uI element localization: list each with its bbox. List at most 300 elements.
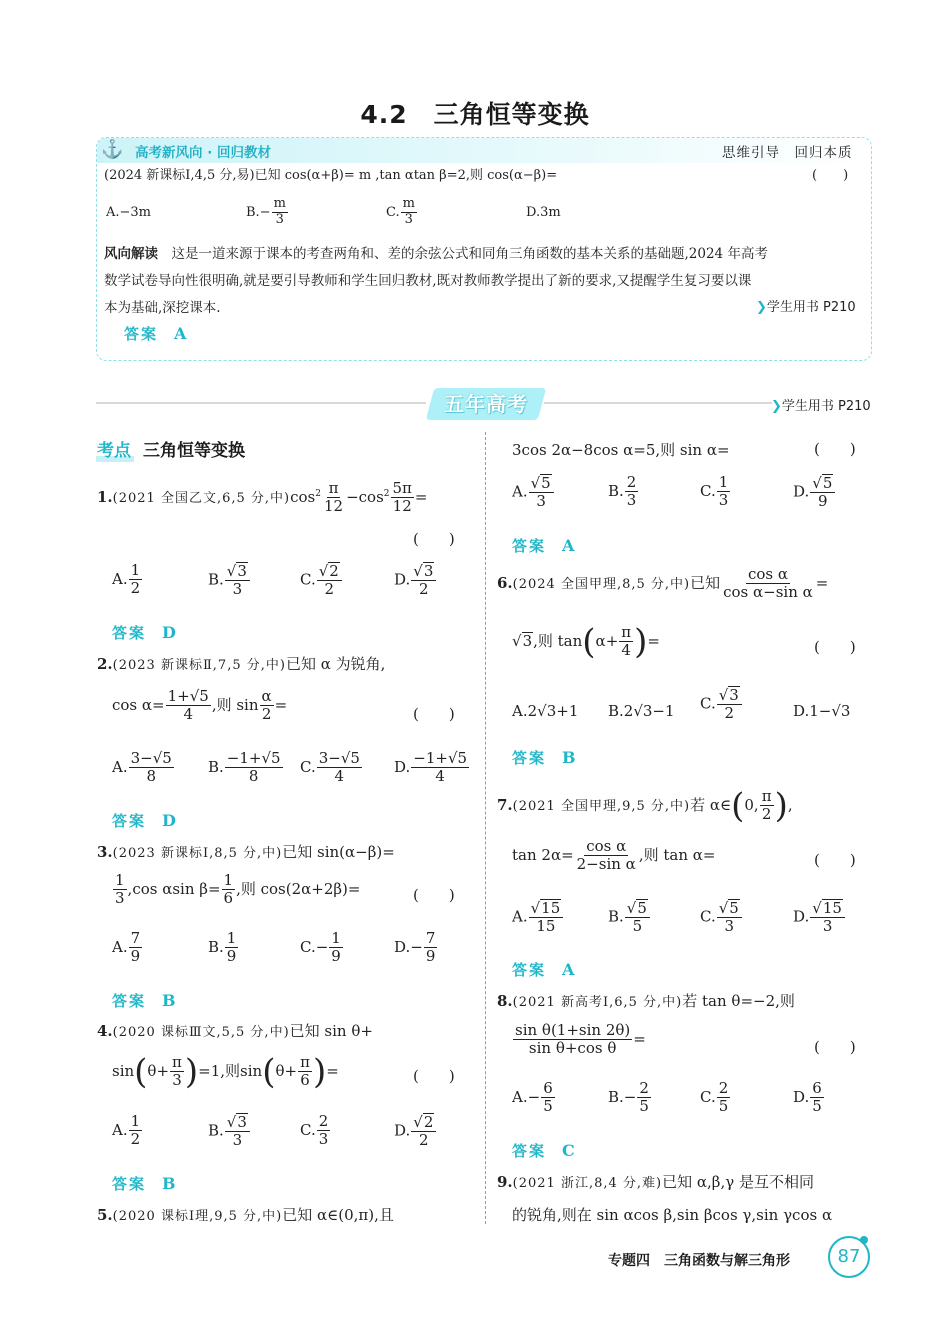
q-text: θ+ (275, 1061, 298, 1080)
fraction (411, 750, 469, 786)
feng-question (104, 166, 557, 186)
q-text: 已知 sin θ+ (289, 1022, 373, 1040)
num: π (328, 479, 339, 497)
num: √3 (225, 562, 250, 581)
num: √3 (225, 1113, 250, 1132)
num: √5 (529, 474, 554, 493)
section-title: 五年高考 (444, 392, 528, 416)
fraction (317, 750, 362, 786)
neg: − (527, 1087, 541, 1106)
den: 2 (419, 580, 429, 599)
answer-value: B (562, 748, 576, 767)
num: 1 (223, 871, 234, 889)
q-source: (2020 课标Ⅲ文,5,5 分,中) (112, 1025, 290, 1040)
jd-label: 风向解读 (104, 246, 158, 262)
divider-line (544, 402, 772, 404)
jd-line3: 本为基础,深挖课本. (104, 300, 221, 316)
opt-d (394, 930, 438, 966)
question-7-line2 (512, 838, 715, 874)
answer-value: A (562, 536, 575, 555)
q-source: (2021 新高考Ⅰ,6,5 分,中) (512, 995, 683, 1010)
q-source: (2024 全国甲理,8,5 分,中) (512, 576, 691, 592)
num: 2 (318, 1112, 329, 1130)
q-number: 4. (97, 1022, 113, 1040)
num: sin θ(1+sin 2θ) (515, 1021, 631, 1039)
num: √2 (411, 1113, 436, 1132)
question-5 (97, 1203, 394, 1229)
opt-b (208, 1113, 251, 1150)
opt-d (793, 1080, 825, 1116)
den: 8 (248, 767, 259, 786)
q-text: = (274, 695, 288, 714)
fraction (529, 474, 554, 511)
q-number: 1. (97, 487, 113, 506)
question-8-line2 (512, 1022, 646, 1058)
opt-label: A. (112, 1120, 128, 1139)
opt-label: C. (300, 1120, 316, 1139)
opt-label: B. (208, 937, 224, 956)
answer-paren: ( ) (814, 440, 856, 458)
q-text: ,则 tan α= (638, 845, 716, 864)
question-7: 7.(2021 全国甲理,9,5 分,中)若 α∈(0, $\frac{\pi}{2}$ ), (497, 785, 793, 826)
opt-label: A. (112, 757, 128, 776)
fraction (541, 1080, 555, 1116)
opt-label: C. (300, 937, 316, 956)
feng-stem: 已知 cos(α+β)= m ,tan αtan β=2,则 cos(α−β)= (254, 168, 558, 183)
fraction (619, 624, 633, 660)
fraction (225, 1113, 250, 1150)
feng-opt-c (386, 197, 418, 228)
den: 6 (300, 1071, 310, 1090)
num: m (273, 196, 286, 211)
answer-value: C (562, 1141, 575, 1160)
opt-label: A. (512, 907, 528, 926)
question-2-line2 (112, 688, 287, 724)
num: π (621, 623, 632, 641)
neg: − (623, 1087, 637, 1106)
q8-answer (512, 1138, 575, 1161)
den: 5 (812, 1097, 822, 1116)
opt-b: B.2√3−1 (608, 702, 675, 720)
answer-paren: ( ) (413, 530, 455, 548)
den: 15 (536, 917, 556, 936)
opt-c (300, 750, 363, 786)
fraction (717, 1080, 731, 1116)
num: 1 (226, 929, 237, 947)
radicand: 3 (237, 562, 247, 580)
q-text: ,则 cos(2α+2β)= (236, 879, 361, 898)
den: 4 (183, 705, 193, 724)
q-number: 2. (97, 655, 113, 673)
num: 2 (718, 1079, 729, 1097)
opt-d: D.1−√3 (793, 702, 851, 720)
opt-d (793, 899, 846, 936)
opt-label: D. (793, 1087, 810, 1106)
fraction (411, 1113, 436, 1150)
radicand: 3 (423, 562, 434, 580)
num: √3 (411, 562, 436, 581)
q-text: = (326, 1061, 339, 1080)
q7-answer (512, 957, 574, 980)
opt-b (608, 1080, 652, 1116)
opt-b (208, 562, 251, 599)
opt-a (112, 1113, 143, 1149)
num: π (300, 1053, 310, 1071)
den: 2 (261, 705, 272, 724)
opt-d (394, 1113, 437, 1150)
opt-label: B.− (246, 204, 271, 220)
num: 6 (812, 1079, 822, 1097)
answer-value: D (162, 811, 176, 830)
opt-label: A. (112, 569, 128, 588)
question-8 (497, 989, 795, 1015)
answer-label: 答案 (512, 961, 547, 979)
fraction (222, 872, 236, 908)
opt-a: A.2√3+1 (512, 702, 579, 720)
den: 4 (334, 767, 345, 786)
feng-answer (124, 321, 186, 344)
fraction (170, 1054, 184, 1090)
radicand: 3 (522, 631, 533, 650)
q-source: (2023 新课标Ⅰ,8,5 分,中) (112, 846, 283, 861)
opt-c (700, 474, 731, 510)
num: 6 (543, 1079, 553, 1097)
q-text: = (815, 573, 829, 592)
opt-label: D. (394, 937, 411, 956)
num: m (402, 196, 415, 211)
q2-answer (112, 808, 176, 831)
fraction (272, 197, 288, 228)
fraction (625, 474, 639, 510)
den: 9 (425, 947, 436, 966)
q-source: (2023 新课标Ⅱ,7,5 分,中) (112, 658, 286, 673)
opt-label: B. (208, 1121, 224, 1140)
ref-text: 学生用书 P210 (781, 399, 871, 414)
den: 3 (232, 1131, 243, 1150)
opt-d (793, 474, 836, 511)
opt-label: A. (112, 937, 128, 956)
radicand: 5 (637, 899, 647, 917)
q-text: cos α= (112, 695, 165, 714)
neg: − (410, 937, 423, 956)
den: 8 (146, 767, 156, 786)
den: 3 (626, 491, 637, 510)
page-dot (860, 1236, 868, 1244)
anchor-icon: ⚓ (101, 139, 124, 160)
fraction (129, 750, 174, 786)
neg: − (315, 937, 329, 956)
q4-answer (112, 1171, 176, 1194)
den: 3 (232, 580, 243, 599)
page-title: 4.2 三角恒等变换 (360, 100, 590, 129)
q-text: = (414, 487, 428, 506)
question-3-line2 (112, 872, 360, 908)
radicand: 5 (729, 899, 739, 917)
answer-paren: ( ) (413, 886, 455, 904)
den: 4 (435, 767, 445, 786)
q-text: α (595, 631, 606, 650)
opt-c (700, 899, 743, 936)
feng-opt-b (246, 197, 289, 228)
den: 5 (639, 1097, 649, 1116)
q-source: (2020 课标Ⅰ理,9,5 分,中) (112, 1209, 283, 1224)
den: 2−sin α (576, 855, 636, 874)
opt-label: C. (700, 907, 716, 926)
fraction (166, 688, 211, 724)
q-text: ,则 tan (533, 631, 583, 650)
fraction (317, 1113, 331, 1149)
fraction (322, 480, 345, 516)
feng-paren: ( ) (812, 168, 849, 183)
fraction (575, 838, 638, 874)
opt-label: A. (512, 1087, 528, 1106)
q-source: (2021 浙江,8,4 分,难) (512, 1176, 663, 1191)
num: 1 (331, 929, 341, 947)
num: −1+√5 (226, 749, 281, 767)
den: 3 (404, 211, 413, 227)
den: 3 (318, 1130, 329, 1149)
radicand: 15 (822, 899, 842, 917)
q-source: (2021 全国甲理,9,5 分,中) (512, 798, 691, 814)
q-text: ,则 sin (211, 695, 259, 714)
q-text: 已知 sin(α−β)= (282, 843, 395, 861)
opt-d (394, 750, 470, 786)
num: 2 (626, 473, 637, 491)
den: 5 (632, 917, 643, 936)
opt-label: C. (386, 204, 400, 220)
opt-label: D. (793, 482, 810, 501)
fraction (317, 562, 342, 599)
fraction (717, 686, 742, 723)
fraction (391, 480, 414, 516)
q-text: 已知 α∈(0,π),且 (282, 1206, 394, 1224)
opt-label: B. (608, 481, 624, 500)
den: 2 (324, 580, 335, 599)
q-text: 若 α∈ (690, 795, 732, 814)
num: 1 (130, 561, 141, 579)
fraction (411, 562, 436, 599)
radicand: 2 (329, 562, 339, 580)
num: 5π (392, 479, 412, 497)
den: 3 (115, 889, 125, 908)
answer-value: D (162, 623, 176, 642)
radicand: 3 (237, 1113, 247, 1131)
q-number: 9. (497, 1173, 513, 1191)
opt-label: B. (608, 907, 624, 926)
answer-paren: ( ) (413, 1067, 455, 1085)
q1-answer (112, 620, 176, 643)
q-text: tan 2α= (512, 845, 574, 864)
answer-label: 答案 (112, 992, 147, 1010)
fraction (225, 562, 250, 599)
opt-b (208, 750, 284, 786)
fraction (260, 688, 274, 724)
den: 9 (226, 947, 237, 966)
num: 7 (130, 929, 141, 947)
den: 3 (724, 917, 735, 936)
question-4-line2: sin(θ+ $\frac{\pi}{3}$ )=1,则sin(θ+ $\frac{\pi}{6}$ )= (112, 1051, 339, 1092)
fraction (529, 899, 564, 936)
fraction (225, 750, 283, 786)
den: 2 (130, 579, 141, 598)
opt-a (512, 474, 555, 511)
opt-label: D. (394, 757, 411, 776)
q-text: θ+ (147, 1061, 170, 1080)
question-9 (497, 1170, 814, 1196)
q-sup: 2 (383, 488, 390, 499)
den: 3 (275, 211, 284, 227)
question-2 (97, 652, 385, 678)
den: 3 (718, 491, 729, 510)
num: √5 (810, 474, 835, 493)
answer-label: 答案 (512, 1142, 547, 1160)
q-text: ,cos αsin β= (127, 879, 221, 898)
answer-value: A (174, 324, 187, 343)
opt-label: C. (700, 481, 716, 500)
question-5-line2: 3cos 2α−8cos α=5,则 sin α= (512, 441, 730, 459)
fraction (129, 1113, 143, 1149)
q-source: (2021 全国乙文,6,5 分,中) (112, 490, 291, 506)
opt-label: A. (512, 482, 528, 501)
num: 1 (115, 871, 125, 889)
den: 2 (130, 1130, 141, 1149)
fraction (513, 1022, 632, 1058)
fraction (625, 899, 650, 936)
q-text: =1,则sin (198, 1061, 263, 1080)
question-3 (97, 840, 395, 866)
den: 5 (718, 1097, 729, 1116)
num: √3 (717, 686, 742, 705)
answer-paren: ( ) (413, 705, 455, 723)
opt-b (608, 474, 639, 510)
den: 6 (223, 889, 234, 908)
feng-opt-a: A.−3m (106, 205, 152, 220)
q-text: 若 tan θ=−2,则 (682, 992, 795, 1010)
fraction (298, 1054, 312, 1090)
num: 1 (718, 473, 729, 491)
answer-value: A (562, 960, 575, 979)
jd-line2: 数学试卷导向性很明确,就是要引导教师和学生回归教材,既对教师教学提出了新的要求,又提醒学生复习要以课 (104, 273, 752, 289)
column-divider (485, 432, 486, 1224)
q-text: 已知 α 为锐角, (285, 655, 386, 673)
fraction (129, 930, 143, 966)
q-number: 5. (97, 1206, 113, 1224)
question-6 (497, 566, 828, 602)
radicand: 5 (541, 474, 551, 492)
opt-label: B. (208, 757, 224, 776)
num: α (261, 687, 272, 705)
den: 9 (331, 947, 341, 966)
opt-label: B. (208, 570, 224, 589)
fraction (717, 474, 731, 510)
fraction (810, 1080, 824, 1116)
answer-value: B (162, 1174, 176, 1193)
opt-label: D. (394, 570, 411, 589)
question-6-line2: √3,则 tan(α+ $\frac{\pi}{4}$ )= (512, 621, 660, 662)
answer-label: 答案 (112, 624, 147, 642)
opt-a (112, 930, 143, 966)
opt-label: D. (394, 1121, 411, 1140)
num: 1+√5 (167, 687, 209, 705)
radicand: 5 (822, 474, 833, 492)
q-number: 8. (497, 992, 513, 1010)
q-sup: 2 (315, 488, 321, 499)
den: 2 (724, 704, 735, 723)
den: 3 (822, 917, 833, 936)
fraction (424, 930, 438, 966)
q-text: sin (112, 1061, 135, 1080)
jd-line1: 这是一道来源于课本的考查两角和、差的余弦公式和同角三角函数的基本关系的基础题,2024 年高考 (171, 246, 768, 262)
num: 3−√5 (130, 749, 172, 767)
arrow-icon: ❯ (756, 300, 767, 315)
kaodian-title: 三角恒等变换 (143, 441, 245, 461)
five-ref[interactable] (771, 395, 871, 414)
answer-value: B (162, 991, 176, 1010)
fraction (113, 872, 127, 908)
feng-ref[interactable] (756, 296, 856, 315)
divider-line (96, 402, 426, 404)
opt-b (208, 930, 239, 966)
num: π (761, 787, 772, 805)
radicand: 15 (541, 899, 561, 917)
num: √5 (717, 899, 742, 918)
answer-paren: ( ) (814, 638, 856, 656)
opt-a (512, 899, 564, 936)
num: √15 (810, 899, 845, 918)
opt-c (300, 562, 343, 599)
den: 3 (536, 492, 546, 511)
fraction (329, 930, 343, 966)
den: sin θ+cos θ (528, 1039, 617, 1058)
fraction (401, 197, 417, 228)
opt-a (512, 1080, 556, 1116)
den: 2 (761, 805, 772, 824)
ref-text: 学生用书 P210 (766, 300, 856, 315)
opt-a (112, 562, 143, 598)
opt-d (394, 562, 437, 599)
den: 4 (621, 641, 631, 660)
answer-label: 答案 (512, 537, 547, 555)
num: π (172, 1053, 182, 1071)
opt-b (608, 899, 651, 936)
opt-label: C. (300, 570, 316, 589)
q-number: 3. (97, 843, 113, 861)
opt-c (300, 930, 344, 966)
num: √5 (625, 899, 650, 918)
den: 3 (172, 1071, 182, 1090)
num: √15 (529, 899, 564, 918)
opt-label: B. (608, 1087, 624, 1106)
arrow-icon: ❯ (771, 399, 782, 414)
fraction (760, 788, 774, 824)
fraction (225, 930, 239, 966)
den: 5 (543, 1097, 553, 1116)
q-text: = (647, 631, 660, 650)
q-text: cos (290, 487, 316, 506)
den: 9 (130, 947, 141, 966)
opt-label: D. (793, 907, 810, 926)
fraction (717, 899, 742, 936)
answer-label: 答案 (512, 749, 547, 767)
answer-paren: ( ) (814, 851, 856, 869)
opt-c (700, 1080, 731, 1116)
kaodian-label: 考点 (97, 441, 131, 461)
num: 7 (425, 929, 436, 947)
question-1 (97, 480, 428, 516)
opt-c (700, 686, 743, 723)
answer-label: 答案 (112, 1175, 147, 1193)
num: √2 (317, 562, 342, 581)
